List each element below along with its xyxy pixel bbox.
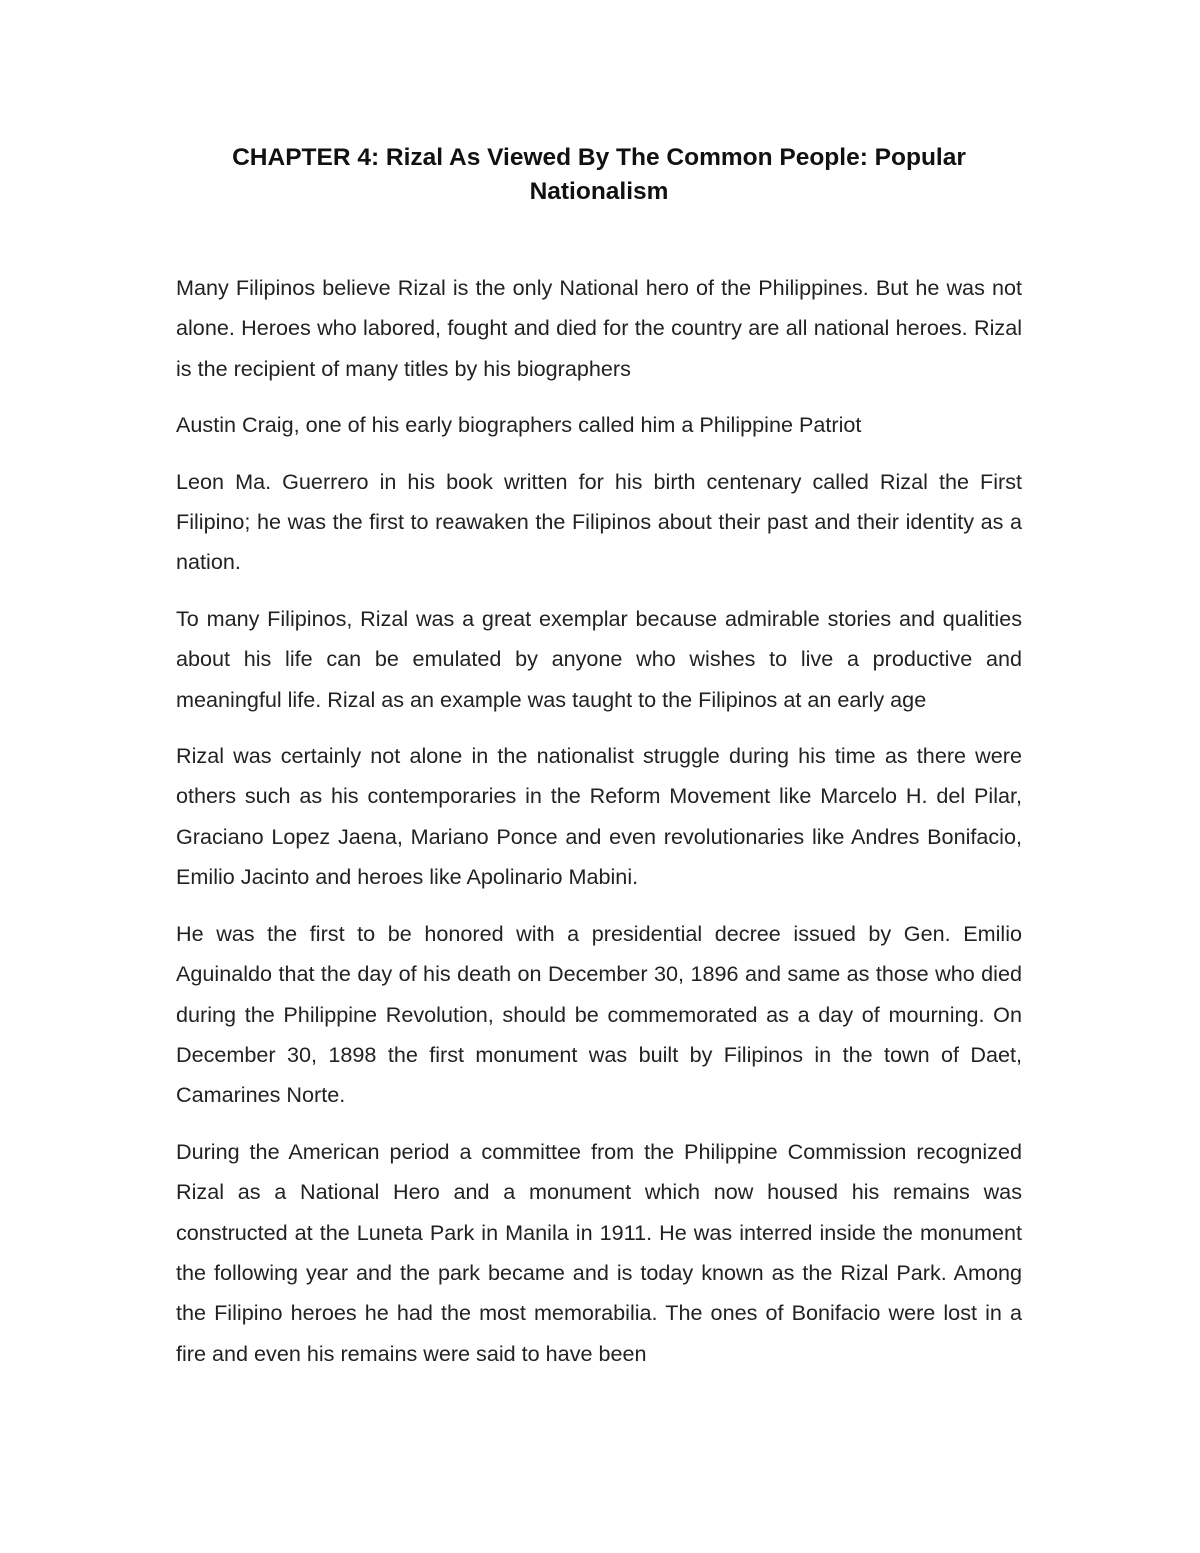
paragraph-7: During the American period a committee from the Philippine Commission recognized Rizal as a National Hero and a monument which now housed his remains was constructed at the Luneta Park in Manila in 1911. He was interred inside the monument the following year and the park became and is today known as the Rizal Park. Among the Filipino heroes he had the most memorabilia. The ones of Bonifacio were lost in a fire and even his remains were said to have been [176, 1138, 1022, 1366]
paragraph-2: Austin Craig, one of his early biographers called him a Philippine Patriot [176, 412, 862, 438]
chapter-title: CHAPTER 4: Rizal As Viewed By The Common People: Popular Nationalism [232, 144, 966, 205]
paragraph-5: Rizal was certainly not alone in the nationalist struggle during his time as there were others such as his contemporaries in the Reform Movement like Marcelo H. del Pilar, Graciano Lopez Jaena, Mariano Ponce and even revolutionaries like Andres Bonifacio, Emilio Jacinto and heroes like Apolinario Mabini. [176, 743, 1022, 890]
paragraph-4: To many Filipinos, Rizal was a great exemplar because admirable stories and qualities about his life can be emulated by anyone who wishes to live a productive and meaningful life. Rizal as an example was taught to the Filipinos at an early age [176, 605, 1022, 712]
paragraph-3: Leon Ma. Guerrero in his book written for his birth centenary called Rizal the First Filipino; he was the first to reawaken the Filipinos about their past and their identity as a nation. [176, 468, 1022, 575]
document-body [176, 268, 1022, 1374]
paragraph-6: He was the first to be honored with a presidential decree issued by Gen. Emilio Aguinaldo that the day of his death on December 30, 1896 and same as those who died during the Philippine Revolution, should be commemorated as a day of mourning. On December 30, 1898 the first monument was built by Filipinos in the town of Daet, Camarines Norte. [176, 920, 1022, 1108]
paragraph-1: Many Filipinos believe Rizal is the only National hero of the Philippines. But he was not alone. Heroes who labored, fought and died for the country are all national heroes. Rizal is the recipient of many titles by his biographers [176, 275, 1022, 381]
